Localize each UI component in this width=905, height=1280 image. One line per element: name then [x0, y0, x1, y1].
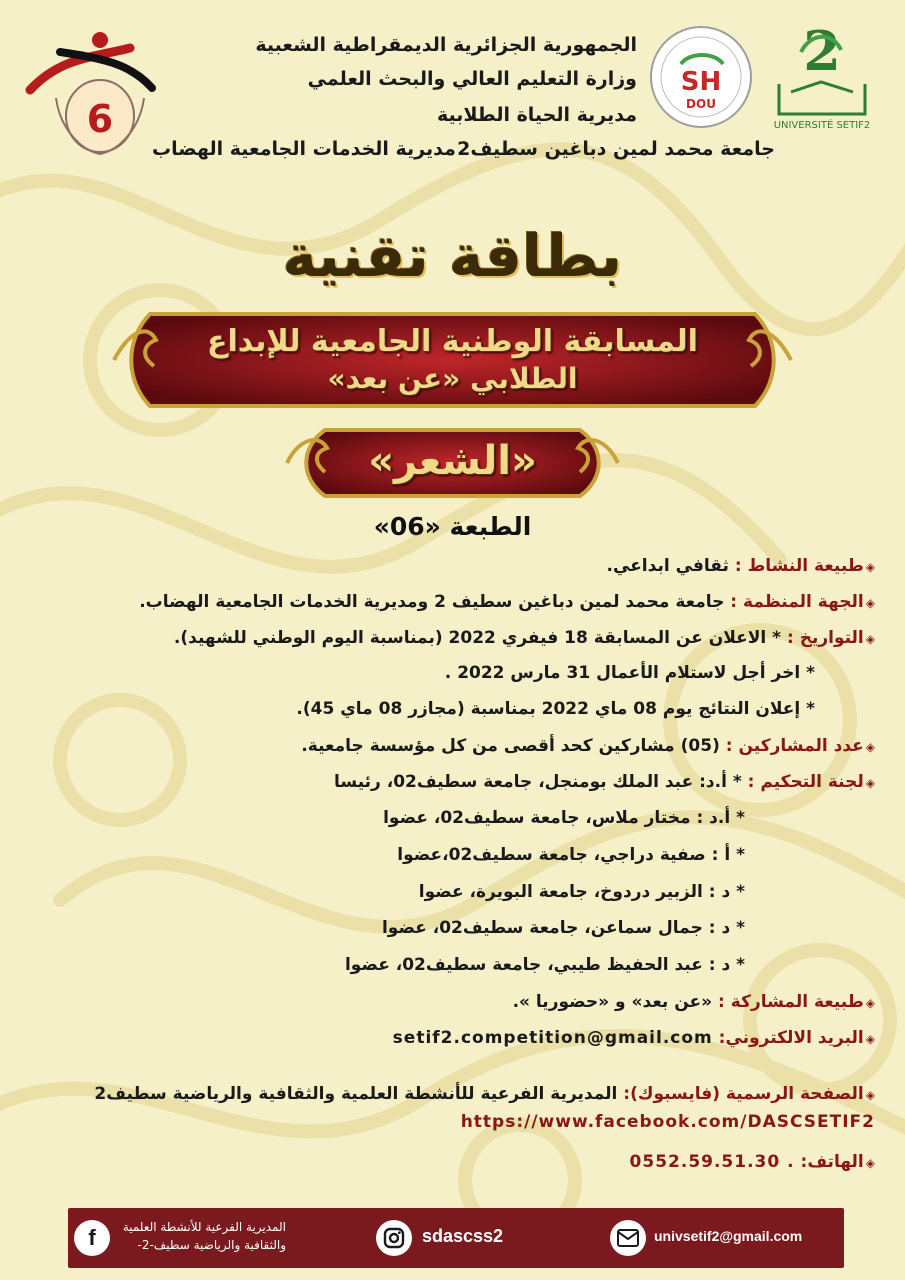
phone-label: الهاتف — [807, 1152, 864, 1172]
diamond-bullet-icon: ◈ — [865, 560, 875, 574]
date-announcement: * الاعلان عن المسابقة 18 فيفري 2022 (بمناسبة اليوم الوطني للشهيد). — [173, 628, 782, 648]
jury-member-1: * أ.د: عبد الملك بومنجل، جامعة سطيف02، رئيسا — [334, 772, 742, 792]
poetry-banner — [285, 418, 620, 508]
header-directorate: مديرية الخدمات الجامعية الهضاب — [152, 138, 456, 160]
svg-text:2: 2 — [803, 22, 841, 83]
diamond-bullet-icon: ◈ — [865, 1156, 875, 1170]
email-icon[interactable] — [610, 1220, 646, 1256]
participation-label: طبيعة المشاركة — [730, 992, 864, 1012]
jury-label: لجنة التحكيم — [760, 772, 864, 792]
date-deadline: * اخر أجل لاستلام الأعمال 31 مارس 2022 . — [444, 663, 815, 683]
email-row: ◈البريد الالكتروني: setif2.competition@gmail.com — [392, 1028, 875, 1048]
header-university: جامعة محمد لمين دباغين سطيف2 — [457, 138, 775, 160]
jury-member-3: * أ : صفية دراجي، جامعة سطيف02،عضوا — [397, 845, 745, 865]
participants-value: (05) مشاركين كحد أقصى من كل مؤسسة جامعية. — [301, 736, 720, 756]
banner-frame — [110, 300, 795, 420]
participants-row: ◈عدد المشاركين : (05) مشاركين كحد أقصى من كل مؤسسة جامعية. — [301, 736, 875, 756]
logo-number: 6 — [86, 97, 114, 141]
date-results: * إعلان النتائج يوم 08 ماي 2022 بمناسبة (مجازر 08 ماي 45). — [296, 699, 815, 719]
activity-value: ثقافي ابداعي. — [606, 556, 729, 576]
facebook-icon[interactable]: f — [74, 1220, 110, 1256]
footer-email[interactable]: univsetif2@gmail.com — [654, 1228, 803, 1244]
facebook-value: المديرية الفرعية للأنشطة العلمية والثقافية والرياضية سطيف2 — [94, 1084, 618, 1104]
diamond-bullet-icon: ◈ — [865, 740, 875, 754]
university-setif2-logo — [761, 22, 883, 134]
banner-line-1: المسابقة الوطنية الجامعية للإبداع — [207, 324, 698, 359]
participation-row: ◈طبيعة المشاركة : «عن بعد» و «حضوريا ». — [512, 992, 875, 1012]
competition-banner — [110, 300, 795, 420]
header-republic: الجمهورية الجزائرية الديمقراطية الشعبية — [255, 34, 637, 56]
organizer-value: جامعة محمد لمين دباغين سطيف 2 ومديرية الخدمات الجامعية الهضاب. — [139, 592, 725, 612]
dou-logo — [645, 22, 757, 132]
organizer-label: الجهة المنظمة — [743, 592, 864, 612]
diamond-bullet-icon: ◈ — [865, 1088, 875, 1102]
footer-instagram-handle[interactable]: sdascss2 — [422, 1226, 504, 1246]
jury-member-5: * د : جمال سماعن، جامعة سطيف02، عضوا — [381, 918, 745, 938]
diamond-bullet-icon: ◈ — [865, 596, 875, 610]
facebook-url-link[interactable]: https://www.facebook.com/DASCSETIF2 — [460, 1112, 875, 1132]
dou-logo-caption: DOU — [686, 97, 716, 111]
dates-label: التواريخ — [799, 628, 864, 648]
jury-member-2: * أ.د : مختار ملاس، جامعة سطيف02، عضوا — [383, 808, 745, 828]
diamond-bullet-icon: ◈ — [865, 996, 875, 1010]
competition-six-logo — [20, 28, 165, 158]
instagram-glyph — [382, 1226, 406, 1250]
poetry-label: «الشعر» — [368, 438, 537, 484]
banner-line-2: الطلابي «عن بعد» — [327, 362, 578, 395]
footer-fb-line-2: والثقافية والرياضية سطيف-2- — [137, 1238, 286, 1252]
envelope-glyph — [616, 1228, 640, 1248]
diamond-bullet-icon: ◈ — [865, 776, 875, 790]
edition-label: الطبعة «06» — [373, 512, 532, 541]
dou-logo-letters: SH — [680, 67, 722, 97]
jury-member-6: * د : عبد الحفيظ طيبي، جامعة سطيف02، عضوا — [344, 955, 745, 975]
dates-row: ◈التواريخ : * الاعلان عن المسابقة 18 فيفري 2022 (بمناسبة اليوم الوطني للشهيد). — [173, 628, 875, 648]
email-label: البريد الالكتروني — [725, 1028, 864, 1048]
setif2-logo-caption: UNIVERSITÉ SETIF2 — [773, 120, 871, 131]
organizer-row: ◈الجهة المنظمة : جامعة محمد لمين دباغين سطيف 2 ومديرية الخدمات الجامعية الهضاب. — [139, 592, 875, 612]
page-title: بطاقة تقنية — [282, 222, 623, 290]
instagram-icon[interactable] — [376, 1220, 412, 1256]
email-value[interactable]: setif2.competition@gmail.com — [392, 1028, 713, 1048]
participation-value: «عن بعد» و «حضوريا ». — [512, 992, 713, 1012]
diamond-bullet-icon: ◈ — [865, 1032, 875, 1046]
footer-bar — [68, 1208, 844, 1268]
phone-row: ◈الهاتف: 0552.59.51.30 . — [629, 1152, 875, 1172]
facebook-label: الصفحة الرسمية (فايسبوك) — [630, 1084, 864, 1104]
jury-member-4: * د : الزبير دردوخ، جامعة البويرة، عضوا — [418, 882, 745, 902]
activity-label: طبيعة النشاط — [747, 556, 864, 576]
phone-value[interactable]: 0552.59.51.30 . — [629, 1152, 795, 1172]
jury-row: ◈لجنة التحكيم : * أ.د: عبد الملك بومنجل، جامعة سطيف02، رئيسا — [334, 772, 875, 792]
activity-row: ◈طبيعة النشاط : ثقافي ابداعي. — [606, 556, 875, 576]
footer-fb-line-1: المديرية الفرعية للأنشطة العلمية — [122, 1220, 286, 1234]
header-ministry: وزارة التعليم العالي والبحث العلمي — [307, 68, 637, 90]
header-student-life: مديرية الحياة الطلابية — [436, 104, 637, 126]
participants-label: عدد المشاركين — [738, 736, 864, 756]
facebook-row: ◈الصفحة الرسمية (فايسبوك): المديرية الفرعية للأنشطة العلمية والثقافية والرياضية سطيف2 — [94, 1084, 875, 1104]
diamond-bullet-icon: ◈ — [865, 632, 875, 646]
